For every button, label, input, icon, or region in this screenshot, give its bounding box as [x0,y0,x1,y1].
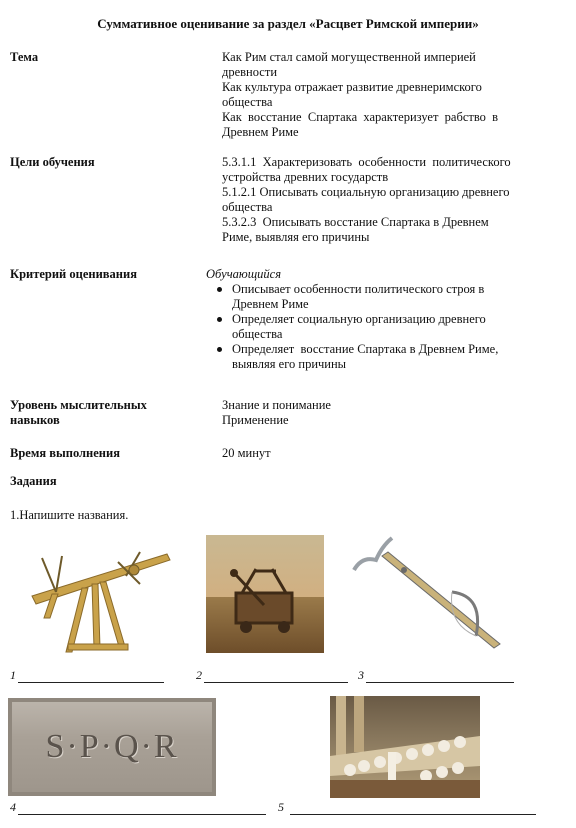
criteria-label: Критерий оценивания [10,267,137,281]
skill-level-line: Знание и понимание [222,398,331,412]
criteria-item [214,342,546,372]
criteria-list [206,282,546,372]
roman-senate-painting [330,696,480,798]
time-value: 20 минут [222,446,271,460]
criteria-item-line: Определяет социальную организацию древнего [232,312,486,326]
answer-number: 4 [10,800,16,814]
goals-value [222,155,562,245]
answer-number: 1 [10,668,16,682]
topic-line: Как культура отражает развитие древнеримского [222,80,482,94]
goal-line: 5.3.2.3 Описывать восстание Спартака в Древнем [222,215,489,229]
answer-blank-2[interactable] [196,668,348,683]
criteria-intro: Обучающийся [206,267,282,281]
goal-line: 5.1.2.1 Описывать социальную организацию древнего [222,185,510,199]
ballista-icon [22,548,172,656]
time-label: Время выполнения [10,446,120,460]
criteria-item-line: общества [232,327,283,341]
answer-blank-3[interactable] [358,668,514,683]
answer-blank-1[interactable] [10,668,164,683]
tasks-heading: Задания [10,474,57,488]
answer-line [366,670,514,683]
criteria-item [214,312,546,342]
skill-level-line: Применение [222,413,289,427]
answer-number: 5 [278,800,284,814]
topic-line: Как восстание Спартака характеризует рабство в [222,110,499,124]
spqr-text: S·P·Q·R [45,728,179,765]
topic-label: Тема [10,50,39,64]
topic-line: древности [222,65,278,79]
criteria-value [206,267,546,372]
catapult-onager-photo [206,535,324,653]
task-question: 1.Напишите названия. [10,508,129,522]
answer-blank-5[interactable] [278,800,536,815]
goal-line: устройства древних государств [222,170,389,184]
goals-label: Цели обучения [10,155,95,169]
senate-scene [330,696,480,798]
answer-number: 2 [196,668,202,682]
skill-level-label [10,398,200,428]
crossbow-icon [352,536,502,654]
answer-line [18,670,164,683]
answer-line [18,802,266,815]
topic-line: Как Рим стал самой могущественной империей [222,50,476,64]
criteria-item-line: Древнем Риме [232,297,309,311]
skill-level-label-line: навыков [10,413,60,427]
goal-line: 5.3.1.1 Характеризовать особенности политического [222,155,511,169]
topic-line: общества [222,95,273,109]
answer-blank-4[interactable] [10,800,266,815]
criteria-item-line: Описывает особенности политического строя в [232,282,485,296]
answer-line [204,670,348,683]
topic-line: Древнем Риме [222,125,299,139]
spqr-inscription-photo [8,698,216,796]
goal-line: общества [222,200,273,214]
answer-line [290,802,536,815]
topic-value [222,50,562,140]
skill-level-value [222,398,562,428]
criteria-item-line: Определяет восстание Спартака в Древнем Риме, [232,342,499,356]
criteria-item [214,282,546,312]
goal-line: Риме, выявляя его причины [222,230,370,244]
answer-number: 3 [358,668,364,682]
skill-level-label-line: Уровень мыслительных [10,398,147,412]
page-title: Суммативное оценивание за раздел «Расцвет Римской империи» [97,16,479,31]
criteria-item-line: выявляя его причины [232,357,347,371]
